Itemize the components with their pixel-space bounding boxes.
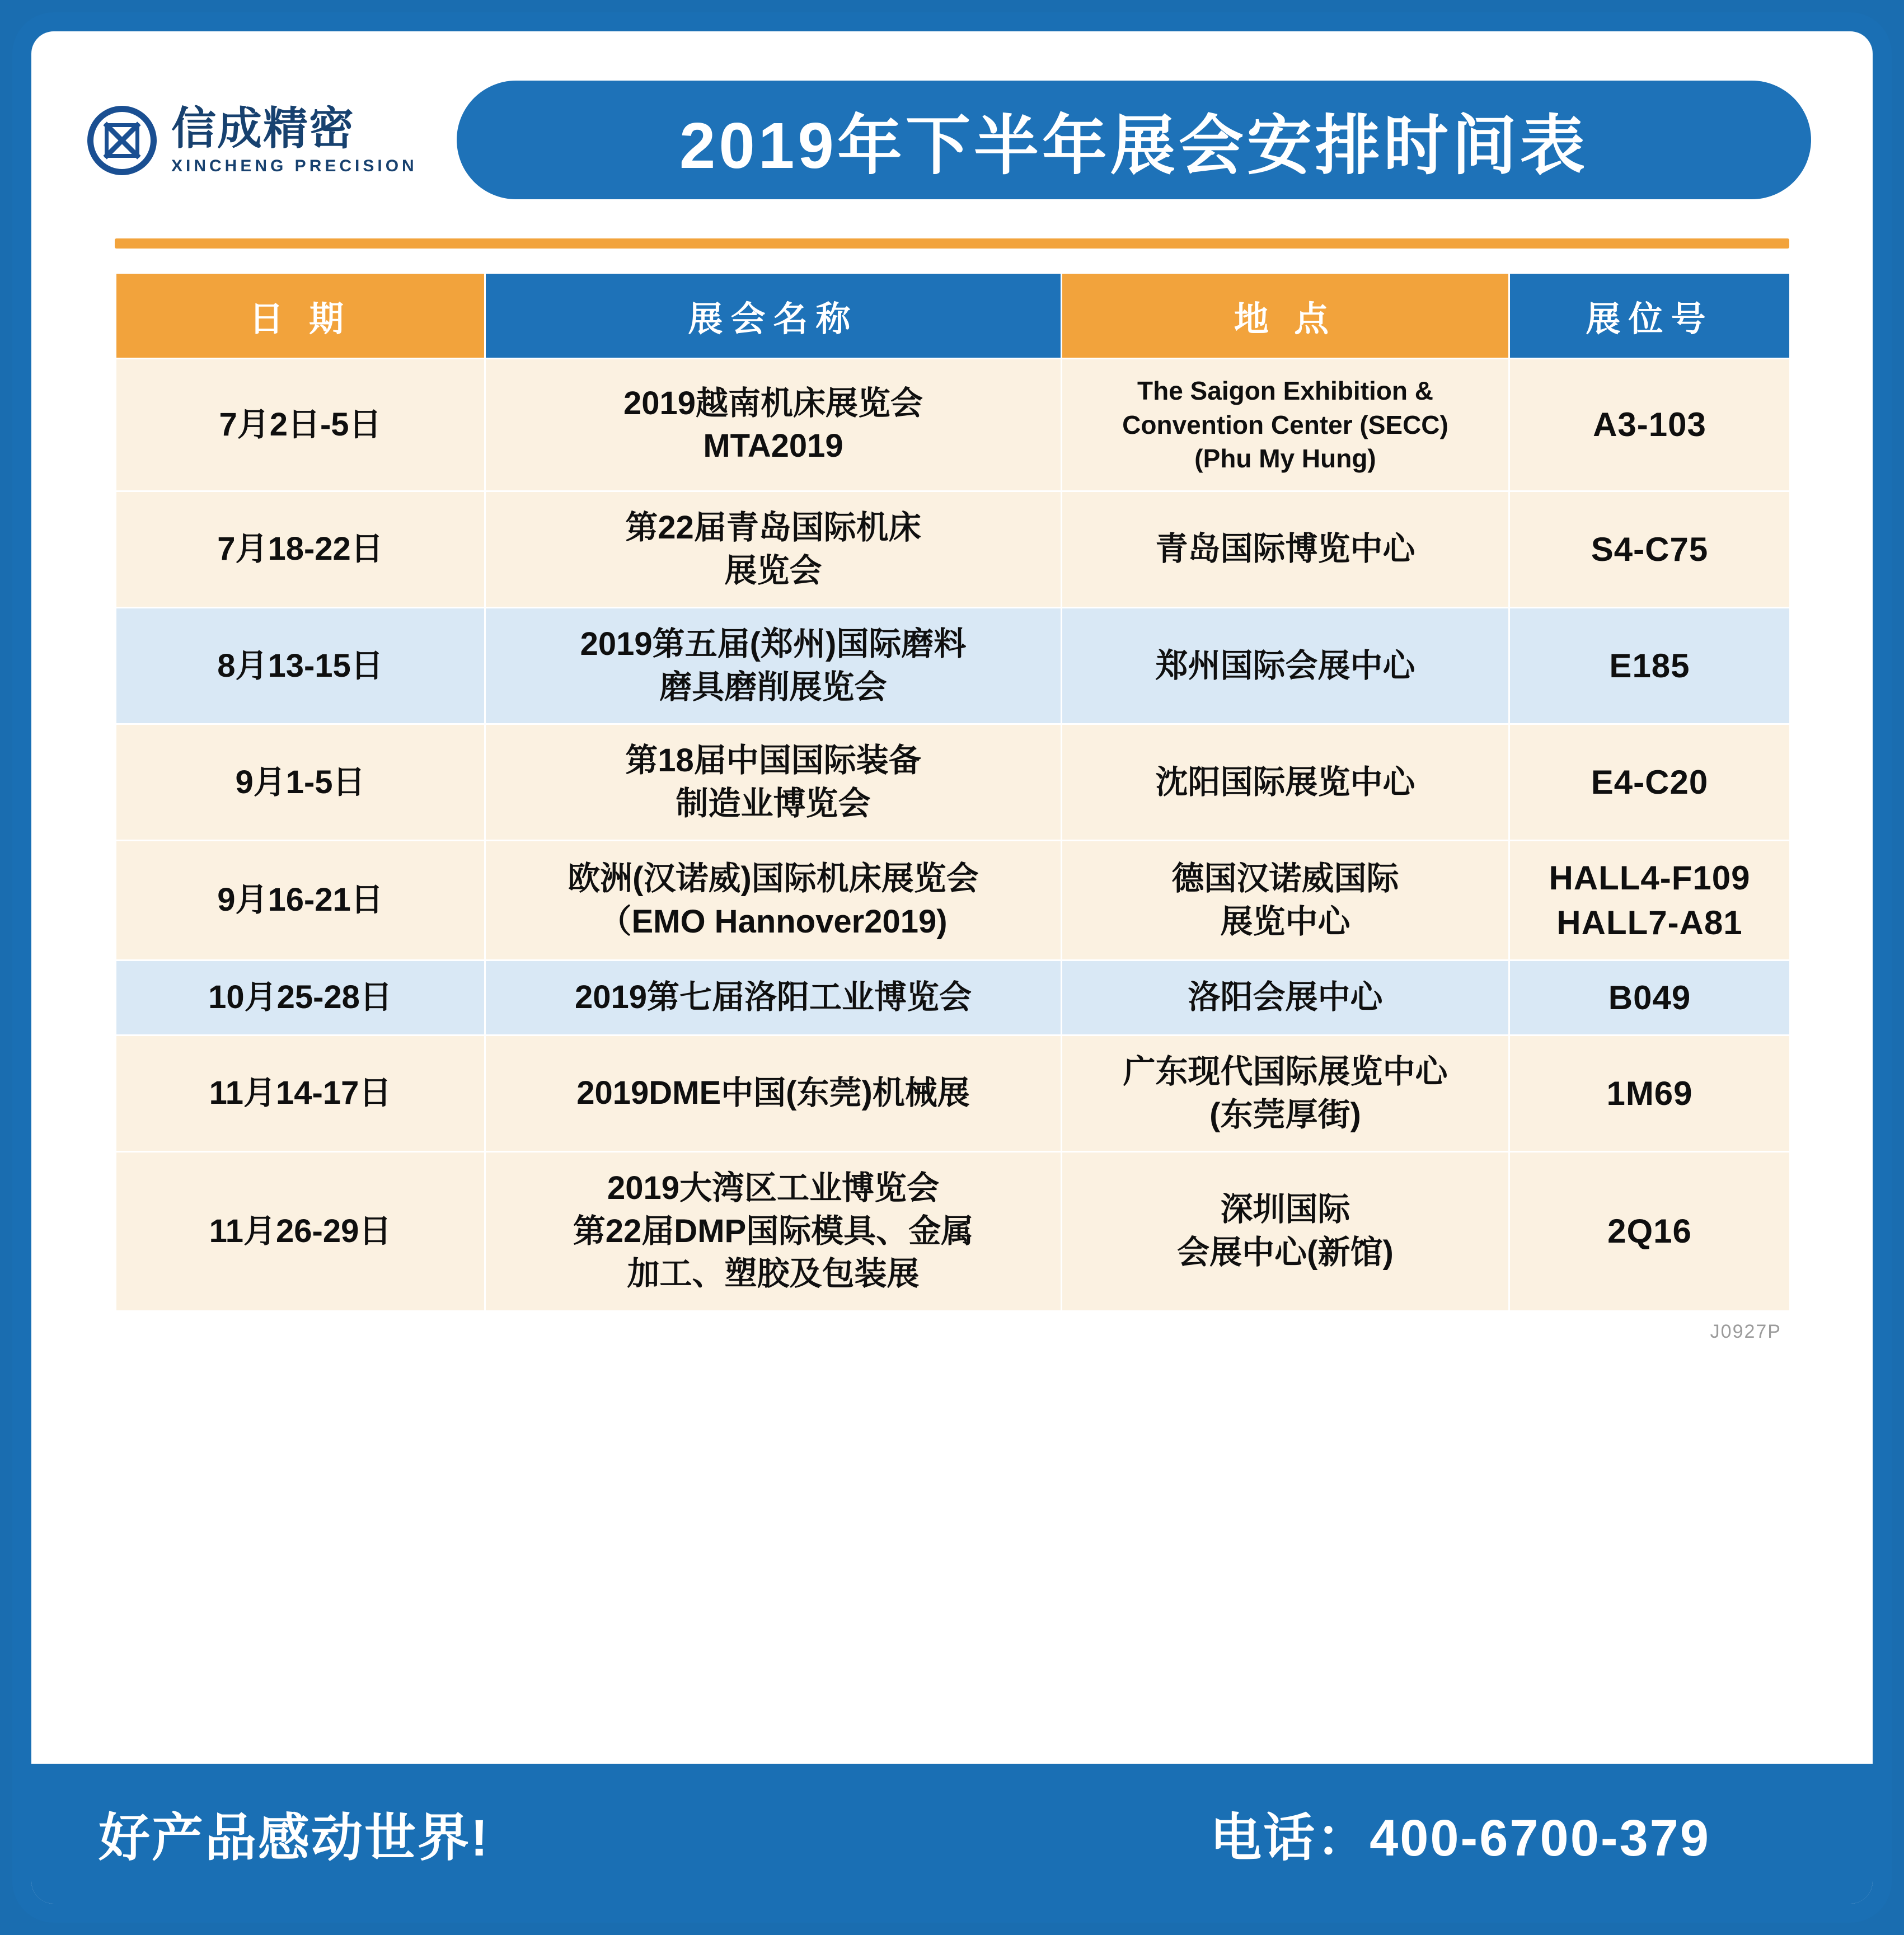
cell-place: 洛阳会展中心 — [1062, 960, 1509, 1035]
document-code: J0927P — [1710, 1320, 1781, 1342]
poster-frame — [12, 12, 1892, 1923]
circled-x-logo-icon — [87, 106, 157, 175]
table-row — [116, 724, 1790, 841]
table-row — [116, 1036, 1790, 1152]
schedule-table — [115, 272, 1791, 1312]
brand-name-cn: 信成精密 — [171, 104, 355, 153]
column-header-place: 地 点 — [1062, 273, 1509, 359]
cell-booth: E185 — [1509, 608, 1790, 724]
cell-date: 7月2日-5日 — [116, 359, 485, 491]
cell-place: 深圳国际 会展中心(新馆) — [1062, 1152, 1509, 1311]
cell-place: 德国汉诺威国际 展览中心 — [1062, 841, 1509, 960]
cell-name: 2019大湾区工业博览会 第22届DMP国际模具、金属 加工、塑胶及包装展 — [485, 1152, 1062, 1311]
table-row — [116, 491, 1790, 608]
cell-date: 7月18-22日 — [116, 491, 485, 608]
column-header-date: 日 期 — [116, 273, 485, 359]
cell-booth: E4-C20 — [1509, 724, 1790, 841]
table-row — [116, 960, 1790, 1035]
cell-name: 第22届青岛国际机床 展览会 — [485, 491, 1062, 608]
footer-phone: 电话：400-6700-379 — [1210, 1810, 1710, 1867]
schedule-table-wrap — [115, 272, 1789, 1312]
cell-name: 第18届中国国际装备 制造业博览会 — [485, 724, 1062, 841]
column-header-name: 展会名称 — [485, 273, 1062, 359]
footer-slogan: 好产品感动世界! — [99, 1810, 490, 1867]
cell-booth: 1M69 — [1509, 1036, 1790, 1152]
cell-name: 2019越南机床展览会 MTA2019 — [485, 359, 1062, 491]
cell-date: 10月25-28日 — [116, 960, 485, 1035]
cell-place: The Saigon Exhibition & Convention Center (SECC) (Phu My Hung) — [1062, 359, 1509, 491]
cell-place: 沈阳国际展览中心 — [1062, 724, 1509, 841]
cell-booth: S4-C75 — [1509, 491, 1790, 608]
brand-name-en: XINCHENG PRECISION — [171, 157, 418, 175]
cell-place: 青岛国际博览中心 — [1062, 491, 1509, 608]
cell-date: 8月13-15日 — [116, 608, 485, 724]
cell-booth: B049 — [1509, 960, 1790, 1035]
table-row — [116, 1152, 1790, 1311]
cell-place: 郑州国际会展中心 — [1062, 608, 1509, 724]
cell-name: 2019DME中国(东莞)机械展 — [485, 1036, 1062, 1152]
cell-booth: HALL4-F109 HALL7-A81 — [1509, 841, 1790, 960]
table-row — [116, 841, 1790, 960]
divider-rule — [115, 238, 1789, 249]
brand-text — [171, 106, 418, 175]
footer — [31, 1764, 1873, 1904]
table-row — [116, 608, 1790, 724]
cell-date: 11月14-17日 — [116, 1036, 485, 1152]
page-title — [457, 81, 1811, 199]
table-header-row — [116, 273, 1790, 359]
brand — [87, 106, 418, 175]
cell-booth: 2Q16 — [1509, 1152, 1790, 1311]
cell-place: 广东现代国际展览中心 (东莞厚街) — [1062, 1036, 1509, 1152]
cell-date: 11月26-29日 — [116, 1152, 485, 1311]
cell-name: 2019第七届洛阳工业博览会 — [485, 960, 1062, 1035]
page-title-text: 2019年下半年展会安排时间表 — [679, 109, 1588, 182]
cell-date: 9月1-5日 — [116, 724, 485, 841]
cell-date: 9月16-21日 — [116, 841, 485, 960]
header — [31, 31, 1873, 238]
cell-booth: A3-103 — [1509, 359, 1790, 491]
table-row — [116, 359, 1790, 491]
column-header-booth: 展位号 — [1509, 273, 1790, 359]
cell-name: 欧洲(汉诺威)国际机床展览会 （EMO Hannover2019) — [485, 841, 1062, 960]
cell-name: 2019第五届(郑州)国际磨料 磨具磨削展览会 — [485, 608, 1062, 724]
